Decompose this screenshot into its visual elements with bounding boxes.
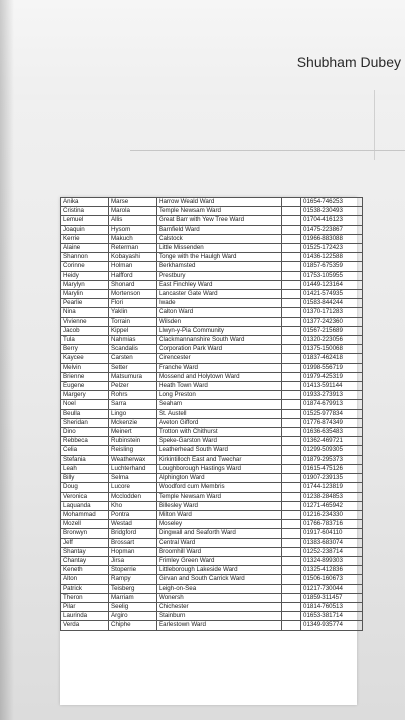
table-row (61, 538, 363, 547)
table-row (61, 455, 363, 464)
ward-cell: Moseley (157, 520, 282, 529)
first-name-cell: Beulla (61, 409, 109, 418)
last-name-cell: Torrain (109, 317, 157, 326)
phone-cell: 01325-412836 (301, 566, 363, 575)
first-name-cell: Marylin (61, 290, 109, 299)
empty-cell (282, 262, 301, 271)
phone-cell: 01525-977834 (301, 409, 363, 418)
ward-cell: Kirkintilloch East and Twechar (157, 455, 282, 464)
table-row (61, 492, 363, 501)
divider (130, 150, 405, 151)
first-name-cell: Pilar (61, 602, 109, 611)
phone-cell: 01933-273913 (301, 391, 363, 400)
table-row (61, 234, 363, 243)
phone-cell: 01636-635483 (301, 428, 363, 437)
first-name-cell: Joaquin (61, 225, 109, 234)
phone-cell: 01979-425319 (301, 372, 363, 381)
ward-cell: Mossend and Holytown Ward (157, 372, 282, 381)
table-row (61, 216, 363, 225)
phone-cell: 01525-172423 (301, 244, 363, 253)
first-name-cell: Verda (61, 621, 109, 630)
last-name-cell: Allis (109, 216, 157, 225)
first-name-cell: Corinne (61, 262, 109, 271)
ward-cell: Stainburn (157, 612, 282, 621)
first-name-cell: Pearlie (61, 299, 109, 308)
phone-cell: 01567-215689 (301, 326, 363, 335)
first-name-cell: Nina (61, 308, 109, 317)
phone-cell: 01377-242360 (301, 317, 363, 326)
phone-cell: 01383-683074 (301, 538, 363, 547)
phone-cell: 01704-416123 (301, 216, 363, 225)
phone-cell: 01907-239135 (301, 474, 363, 483)
empty-cell (282, 538, 301, 547)
empty-cell (282, 372, 301, 381)
ward-cell: Leigh-on-Sea (157, 584, 282, 593)
phone-cell: 01216-234330 (301, 510, 363, 519)
empty-cell (282, 290, 301, 299)
phone-cell: 01349-935774 (301, 621, 363, 630)
ward-cell: Wilsden (157, 317, 282, 326)
first-name-cell: Tula (61, 336, 109, 345)
empty-cell (282, 336, 301, 345)
empty-cell (282, 428, 301, 437)
ward-cell: Little Missenden (157, 244, 282, 253)
empty-cell (282, 593, 301, 602)
last-name-cell: Selma (109, 474, 157, 483)
table-row (61, 336, 363, 345)
empty-cell (282, 612, 301, 621)
first-name-cell: Noel (61, 400, 109, 409)
phone-cell: 01766-783716 (301, 520, 363, 529)
last-name-cell: Scandalis (109, 345, 157, 354)
last-name-cell: Pontra (109, 510, 157, 519)
table-row (61, 529, 363, 538)
last-name-cell: Meinert (109, 428, 157, 437)
empty-cell (282, 547, 301, 556)
first-name-cell: Marylyn (61, 280, 109, 289)
empty-cell (282, 464, 301, 473)
ward-cell: Dingwall and Seaforth Ward (157, 529, 282, 538)
first-name-cell: Melvin (61, 363, 109, 372)
empty-cell (282, 501, 301, 510)
ward-cell: Calton Ward (157, 308, 282, 317)
ward-cell: Milton Ward (157, 510, 282, 519)
empty-cell (282, 216, 301, 225)
ward-cell: Girvan and South Carrick Ward (157, 575, 282, 584)
last-name-cell: Argiro (109, 612, 157, 621)
empty-cell (282, 492, 301, 501)
table-row (61, 262, 363, 271)
ward-cell: Berkhamsted (157, 262, 282, 271)
phone-cell: 01615-475126 (301, 464, 363, 473)
ward-cell: Speke-Garston Ward (157, 437, 282, 446)
last-name-cell: Mortenson (109, 290, 157, 299)
empty-cell (282, 483, 301, 492)
last-name-cell: Chiphe (109, 621, 157, 630)
empty-cell (282, 391, 301, 400)
ward-cell: Frimley Green Ward (157, 556, 282, 565)
last-name-cell: Yaklin (109, 308, 157, 317)
phone-cell: 01879-295373 (301, 455, 363, 464)
ward-cell: Billesley Ward (157, 501, 282, 510)
last-name-cell: Halfford (109, 271, 157, 280)
empty-cell (282, 198, 301, 207)
first-name-cell: Theron (61, 593, 109, 602)
table-row (61, 566, 363, 575)
empty-cell (282, 354, 301, 363)
empty-cell (282, 234, 301, 243)
empty-cell (282, 566, 301, 575)
table-row (61, 271, 363, 280)
empty-cell (282, 400, 301, 409)
empty-cell (282, 317, 301, 326)
phone-cell: 01583-844244 (301, 299, 363, 308)
first-name-cell: Jeff (61, 538, 109, 547)
empty-cell (282, 280, 301, 289)
table-row (61, 372, 363, 381)
ward-cell: Leatherhead South Ward (157, 446, 282, 455)
phone-cell: 01538-230493 (301, 207, 363, 216)
ward-cell: Tonge with the Haulgh Ward (157, 253, 282, 262)
first-name-cell: Patrick (61, 584, 109, 593)
last-name-cell: Flori (109, 299, 157, 308)
first-name-cell: Laurinda (61, 612, 109, 621)
ward-cell: Franche Ward (157, 363, 282, 372)
empty-cell (282, 575, 301, 584)
empty-cell (282, 418, 301, 427)
last-name-cell: Nahmias (109, 336, 157, 345)
table-row (61, 556, 363, 565)
table-row (61, 244, 363, 253)
last-name-cell: Pelzer (109, 382, 157, 391)
first-name-cell: Leah (61, 464, 109, 473)
phone-cell: 01370-171283 (301, 308, 363, 317)
last-name-cell: Rubinstein (109, 437, 157, 446)
phone-cell: 01324-899303 (301, 556, 363, 565)
first-name-cell: Laquanda (61, 501, 109, 510)
last-name-cell: Marola (109, 207, 157, 216)
last-name-cell: Hopman (109, 547, 157, 556)
last-name-cell: Kippel (109, 326, 157, 335)
ward-cell: Loughborough Hastings Ward (157, 464, 282, 473)
ward-cell: Temple Newsam Ward (157, 492, 282, 501)
empty-cell (282, 556, 301, 565)
last-name-cell: Mcclodden (109, 492, 157, 501)
first-name-cell: Billy (61, 474, 109, 483)
first-name-cell: Bronwyn (61, 529, 109, 538)
empty-cell (282, 382, 301, 391)
header-area (0, 0, 405, 100)
empty-cell (282, 299, 301, 308)
table-row (61, 326, 363, 335)
ward-cell: Great Barr with Yew Tree Ward (157, 216, 282, 225)
first-name-cell: Jacob (61, 326, 109, 335)
last-name-cell: Lingo (109, 409, 157, 418)
last-name-cell: Stoperrie (109, 566, 157, 575)
empty-cell (282, 225, 301, 234)
first-name-cell: Eugene (61, 382, 109, 391)
ward-cell: Clackmannanshire South Ward (157, 336, 282, 345)
empty-cell (282, 207, 301, 216)
phone-cell: 01217-730044 (301, 584, 363, 593)
phone-cell: 01814-760513 (301, 602, 363, 611)
last-name-cell: Shonard (109, 280, 157, 289)
first-name-cell: Dino (61, 428, 109, 437)
ward-cell: Trotton with Chithurst (157, 428, 282, 437)
ward-cell: Calstock (157, 234, 282, 243)
last-name-cell: Lucore (109, 483, 157, 492)
ward-cell: Iwade (157, 299, 282, 308)
table-row (61, 308, 363, 317)
phone-cell: 01475-223867 (301, 225, 363, 234)
last-name-cell: Jirsa (109, 556, 157, 565)
table-row (61, 400, 363, 409)
empty-cell (282, 520, 301, 529)
table-row (61, 584, 363, 593)
phone-cell: 01654-746253 (301, 198, 363, 207)
table-row (61, 474, 363, 483)
first-name-cell: Veronica (61, 492, 109, 501)
last-name-cell: Setter (109, 363, 157, 372)
phone-cell: 01653-381714 (301, 612, 363, 621)
phone-cell: 01421-574935 (301, 290, 363, 299)
last-name-cell: Luchterhand (109, 464, 157, 473)
table-row (61, 437, 363, 446)
first-name-cell: Sheridan (61, 418, 109, 427)
phone-cell: 01362-469721 (301, 437, 363, 446)
table-row (61, 207, 363, 216)
ward-cell: Barnfield Ward (157, 225, 282, 234)
table-row (61, 464, 363, 473)
empty-cell (282, 584, 301, 593)
phone-cell: 01238-284853 (301, 492, 363, 501)
first-name-cell: Celia (61, 446, 109, 455)
first-name-cell: Vivienne (61, 317, 109, 326)
first-name-cell: Keneth (61, 566, 109, 575)
last-name-cell: Brossart (109, 538, 157, 547)
empty-cell (282, 326, 301, 335)
phone-cell: 01271-465942 (301, 501, 363, 510)
phone-cell: 01917-604110 (301, 529, 363, 538)
empty-cell (282, 455, 301, 464)
phone-cell: 01436-122588 (301, 253, 363, 262)
page-shadow (0, 0, 14, 720)
phone-cell: 01320-223056 (301, 336, 363, 345)
first-name-cell: Margery (61, 391, 109, 400)
phone-cell: 01449-123164 (301, 280, 363, 289)
table-row (61, 428, 363, 437)
ward-cell: Alphington Ward (157, 474, 282, 483)
phone-cell: 01744-123819 (301, 483, 363, 492)
table-row (61, 354, 363, 363)
table-row (61, 483, 363, 492)
table-row (61, 280, 363, 289)
table-row (61, 290, 363, 299)
ward-cell: Earlestown Ward (157, 621, 282, 630)
first-name-cell: Alton (61, 575, 109, 584)
empty-cell (282, 529, 301, 538)
empty-cell (282, 271, 301, 280)
table-row (61, 382, 363, 391)
first-name-cell: Stefania (61, 455, 109, 464)
ward-cell: Littleborough Lakeside Ward (157, 566, 282, 575)
ward-cell: Wonersh (157, 593, 282, 602)
last-name-cell: Westad (109, 520, 157, 529)
table-row (61, 593, 363, 602)
phone-cell: 01857-675359 (301, 262, 363, 271)
last-name-cell: Kho (109, 501, 157, 510)
empty-cell (282, 244, 301, 253)
phone-cell: 01776-874349 (301, 418, 363, 427)
first-name-cell: Anika (61, 198, 109, 207)
table-row (61, 391, 363, 400)
table-row (61, 446, 363, 455)
ward-cell: Chichester (157, 602, 282, 611)
last-name-cell: Bridgford (109, 529, 157, 538)
table-row (61, 501, 363, 510)
table-row (61, 510, 363, 519)
empty-cell (282, 437, 301, 446)
last-name-cell: Reisling (109, 446, 157, 455)
ward-cell: Llwyn-y-Pia Community (157, 326, 282, 335)
last-name-cell: Rohrs (109, 391, 157, 400)
phone-cell: 01998-556719 (301, 363, 363, 372)
empty-cell (282, 253, 301, 262)
empty-cell (282, 474, 301, 483)
ward-cell: Broomhill Ward (157, 547, 282, 556)
empty-cell (282, 510, 301, 519)
first-name-cell: Kaycee (61, 354, 109, 363)
first-name-cell: Alaine (61, 244, 109, 253)
last-name-cell: Mckenzie (109, 418, 157, 427)
empty-cell (282, 345, 301, 354)
printed-sheet (60, 197, 357, 705)
phone-cell: 01252-238714 (301, 547, 363, 556)
ward-cell: East Finchley Ward (157, 280, 282, 289)
phone-cell: 01506-160673 (301, 575, 363, 584)
ward-cell: Woodford cum Membris (157, 483, 282, 492)
last-name-cell: Kobayashi (109, 253, 157, 262)
ward-cell: Aveton Gifford (157, 418, 282, 427)
last-name-cell: Matsumura (109, 372, 157, 381)
ward-cell: Lancaster Gate Ward (157, 290, 282, 299)
first-name-cell: Heidy (61, 271, 109, 280)
contact-table (60, 197, 363, 631)
first-name-cell: Chantay (61, 556, 109, 565)
table-row (61, 409, 363, 418)
table-row (61, 575, 363, 584)
last-name-cell: Weatherwax (109, 455, 157, 464)
ward-cell: Long Preston (157, 391, 282, 400)
ward-cell: Prestbury (157, 271, 282, 280)
ward-cell: Temple Newsam Ward (157, 207, 282, 216)
first-name-cell: Shannon (61, 253, 109, 262)
last-name-cell: Holman (109, 262, 157, 271)
phone-cell: 01874-679913 (301, 400, 363, 409)
table-row (61, 345, 363, 354)
first-name-cell: Cristina (61, 207, 109, 216)
last-name-cell: Seelig (109, 602, 157, 611)
table-row (61, 547, 363, 556)
table-row (61, 520, 363, 529)
ward-cell: Heath Town Ward (157, 382, 282, 391)
phone-cell: 01413-591144 (301, 382, 363, 391)
last-name-cell: Rampy (109, 575, 157, 584)
author-name: Shubham Dubey (296, 54, 401, 70)
table-row (61, 299, 363, 308)
phone-cell: 01859-311457 (301, 593, 363, 602)
last-name-cell: Hysom (109, 225, 157, 234)
first-name-cell: Brienne (61, 372, 109, 381)
phone-cell: 01966-883088 (301, 234, 363, 243)
ward-cell: Central Ward (157, 538, 282, 547)
phone-cell: 01375-150068 (301, 345, 363, 354)
table-row (61, 198, 363, 207)
ward-cell: St. Austell (157, 409, 282, 418)
last-name-cell: Carsten (109, 354, 157, 363)
last-name-cell: Makuch (109, 234, 157, 243)
last-name-cell: Sarra (109, 400, 157, 409)
first-name-cell: Lemuel (61, 216, 109, 225)
first-name-cell: Shantay (61, 547, 109, 556)
table-row (61, 225, 363, 234)
empty-cell (282, 621, 301, 630)
table-row (61, 253, 363, 262)
empty-cell (282, 363, 301, 372)
first-name-cell: Kerrie (61, 234, 109, 243)
first-name-cell: Rebbeca (61, 437, 109, 446)
ward-cell: Corporation Park Ward (157, 345, 282, 354)
phone-cell: 01753-105955 (301, 271, 363, 280)
table-row (61, 621, 363, 630)
ward-cell: Cirencester (157, 354, 282, 363)
last-name-cell: Teisberg (109, 584, 157, 593)
empty-cell (282, 308, 301, 317)
table-row (61, 363, 363, 372)
ward-cell: Seaham (157, 400, 282, 409)
table-row (61, 602, 363, 611)
last-name-cell: Reterman (109, 244, 157, 253)
table-row (61, 317, 363, 326)
first-name-cell: Doug (61, 483, 109, 492)
first-name-cell: Berry (61, 345, 109, 354)
last-name-cell: Marse (109, 198, 157, 207)
phone-cell: 01299-509305 (301, 446, 363, 455)
phone-cell: 01837-462418 (301, 354, 363, 363)
empty-cell (282, 446, 301, 455)
table-row (61, 418, 363, 427)
last-name-cell: Marriam (109, 593, 157, 602)
table-row (61, 612, 363, 621)
first-name-cell: Mozell (61, 520, 109, 529)
first-name-cell: Mohammad (61, 510, 109, 519)
empty-cell (282, 602, 301, 611)
empty-cell (282, 409, 301, 418)
ward-cell: Harrow Weald Ward (157, 198, 282, 207)
